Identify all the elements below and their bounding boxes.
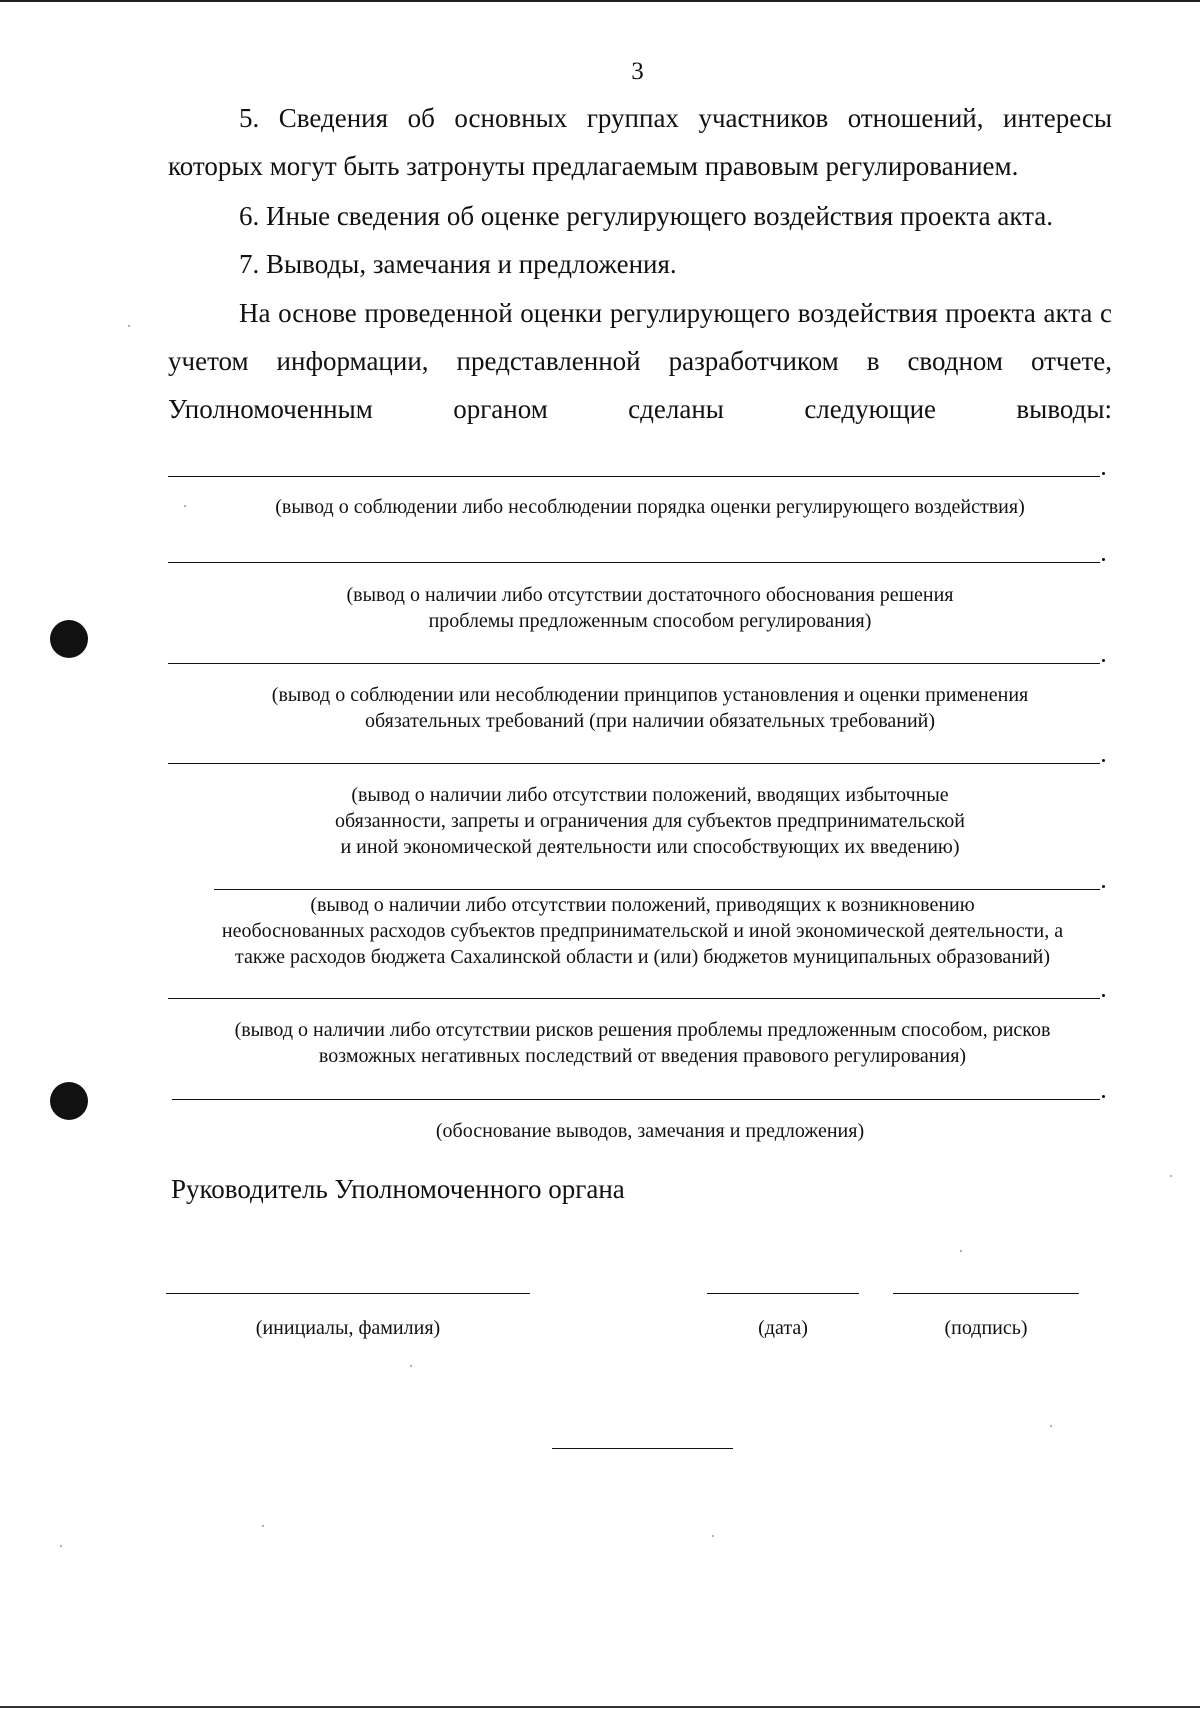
- punch-hole-bottom: [50, 1082, 88, 1120]
- date-signature-line: [707, 1293, 859, 1294]
- fill-line-6-period: [1102, 994, 1105, 997]
- fill-line-3-period: [1102, 659, 1105, 662]
- fill-line-7: [172, 1099, 1100, 1100]
- scan-border-bottom: [0, 1706, 1200, 1708]
- signatory-title: Руководитель Уполномоченного органа: [171, 1174, 625, 1204]
- paragraph-7: 7. Выводы, замечания и предложения.: [239, 249, 677, 279]
- paragraph-6: 6. Иные сведения об оценке регулирующего воздействия проекта акта.: [239, 201, 1053, 231]
- fill-line-1: [168, 476, 1100, 477]
- paragraph-5: 5. Сведения об основных группах участников отношений, интересы которых могут быть затронуты предлагаемым правовым регулированием.: [168, 103, 1112, 181]
- caption-assessment-procedure: (вывод о соблюдении либо несоблюдении порядка оценки регулирующего воздействия): [275, 496, 1025, 518]
- scan-speck: [1050, 1425, 1052, 1427]
- name-label: (инициалы, фамилия): [255, 1317, 441, 1339]
- scan-speck: [410, 1365, 412, 1367]
- scan-border-top: [0, 0, 1200, 2]
- caption-unjustified-expenses: (вывод о наличии либо отсутствии положений, приводящих к возникновению необоснованных расходов субъектов предпринимательской и иной экономической деятельности, а также расходов бюджета Сахалинской области и (или) бюджетов муниципальных образований): [221, 894, 1064, 968]
- caption-solution-justification: (вывод о наличии либо отсутствии достаточного обоснования решения проблемы предложенным способом регулирования): [346, 584, 954, 632]
- fill-line-3: [168, 663, 1100, 664]
- fill-line-2: [168, 562, 1100, 563]
- name-signature-line: [166, 1293, 530, 1294]
- punch-hole-top: [50, 620, 88, 658]
- page-number: 3: [631, 58, 644, 85]
- fill-line-4-period: [1102, 759, 1105, 762]
- scan-speck: [262, 1525, 264, 1527]
- caption-mandatory-requirements: (вывод о соблюдении или несоблюдении принципов установления и оценки применения обязательных требований (при наличии обязательных требований): [271, 684, 1029, 732]
- sign-signature-line: [893, 1293, 1079, 1294]
- scan-speck: [712, 1535, 714, 1537]
- caption-risks: (вывод о наличии либо отсутствии рисков решения проблемы предложенным способом, рисков возможных негативных последствий от введения правового регулирования): [234, 1019, 1051, 1067]
- sign-label: (подпись): [944, 1317, 1028, 1339]
- fill-line-2-period: [1102, 558, 1105, 561]
- scan-speck: [60, 1545, 62, 1547]
- fill-line-5: [214, 889, 1100, 890]
- fill-line-1-period: [1102, 472, 1105, 475]
- fill-line-4: [168, 763, 1100, 764]
- fill-line-5-period: [1102, 885, 1105, 888]
- scan-speck: [960, 1250, 962, 1252]
- closing-separator-line: [552, 1448, 733, 1449]
- fill-line-6: [168, 998, 1100, 999]
- caption-justification-remarks: (обоснование выводов, замечания и предложения): [435, 1120, 865, 1142]
- scan-speck: [184, 505, 186, 507]
- scan-speck: [128, 325, 130, 327]
- date-label: (дата): [758, 1317, 808, 1339]
- scan-speck: [1170, 1175, 1172, 1177]
- fill-line-7-period: [1102, 1095, 1105, 1098]
- caption-excessive-obligations: (вывод о наличии либо отсутствии положений, вводящих избыточные обязанности, запреты и ограничения для субъектов предпринимательской и иной экономической деятельности или способствующих их введению): [334, 784, 966, 858]
- paragraph-conclusions-intro: На основе проведенной оценки регулирующего воздействия проекта акта с учетом информации, представленной разработчиком в сводном отчете, Уполномоченным органом сделаны следующие выводы:: [168, 298, 1112, 424]
